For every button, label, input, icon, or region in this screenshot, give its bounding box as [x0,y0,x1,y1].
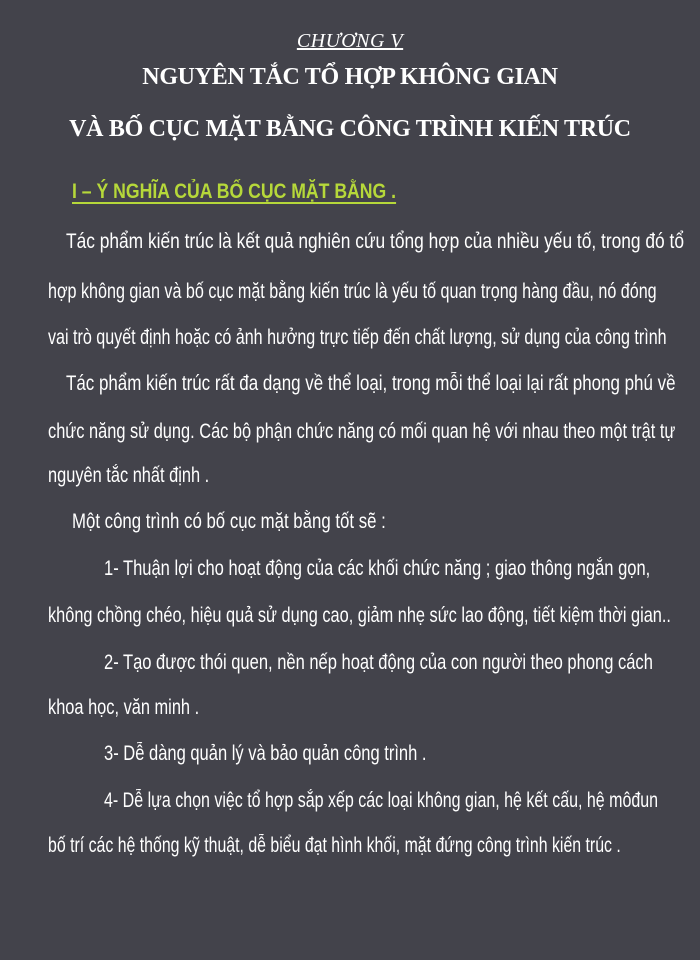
paragraph-line: Tác phẩm kiến trúc rất đa dạng về thể loại, trong mỗi thể loại lại rất phong phú về [66,372,676,395]
page-title-line-1: NGUYÊN TẮC TỔ HỢP KHÔNG GIAN [142,64,558,90]
section-heading: I – Ý NGHĨA CỦA BỐ CỤC MẶT BẰNG . [72,180,397,203]
list-item-line: không chồng chéo, hiệu quả sử dụng cao, giảm nhẹ sức lao động, tiết kiệm thời gian.. [48,604,671,627]
paragraph-line: Tác phẩm kiến trúc là kết quả nghiên cứu tổng hợp của nhiều yếu tố, trong đó tổ [66,230,684,253]
paragraph-line: nguyên tắc nhất định . [48,464,210,487]
list-item-line: 2- Tạo được thói quen, nền nếp hoạt động của con người theo phong cách [104,651,653,674]
list-item-line: 3- Dễ dàng quản lý và bảo quản công trình . [104,742,427,765]
list-item-line: khoa học, văn minh . [48,696,200,719]
list-item-line: bố trí các hệ thống kỹ thuật, dễ biểu đạt hình khối, mặt đứng công trình kiến trúc . [48,834,621,857]
paragraph-line: chức năng sử dụng. Các bộ phận chức năng có mối quan hệ với nhau theo một trật tự [48,420,676,443]
page-title-line-2: VÀ BỐ CỤC MẶT BẰNG CÔNG TRÌNH KIẾN TRÚC [69,116,631,142]
paragraph-line: vai trò quyết định hoặc có ảnh hưởng trực tiếp đến chất lượng, sử dụng của công trình [48,326,667,349]
list-item-line: 4- Dễ lựa chọn việc tổ hợp sắp xếp các loại không gian, hệ kết cấu, hệ môđun [104,789,659,812]
paragraph-line: hợp không gian và bố cục mặt bằng kiến trúc là yếu tố quan trọng hàng đầu, nó đóng [48,280,657,303]
paragraph-line: Một công trình có bố cục mặt bằng tốt sẽ : [72,510,386,533]
chapter-label: CHƯƠNG V [296,30,404,52]
list-item-line: 1- Thuận lợi cho hoạt động của các khối chức năng ; giao thông ngắn gọn, [104,557,651,580]
